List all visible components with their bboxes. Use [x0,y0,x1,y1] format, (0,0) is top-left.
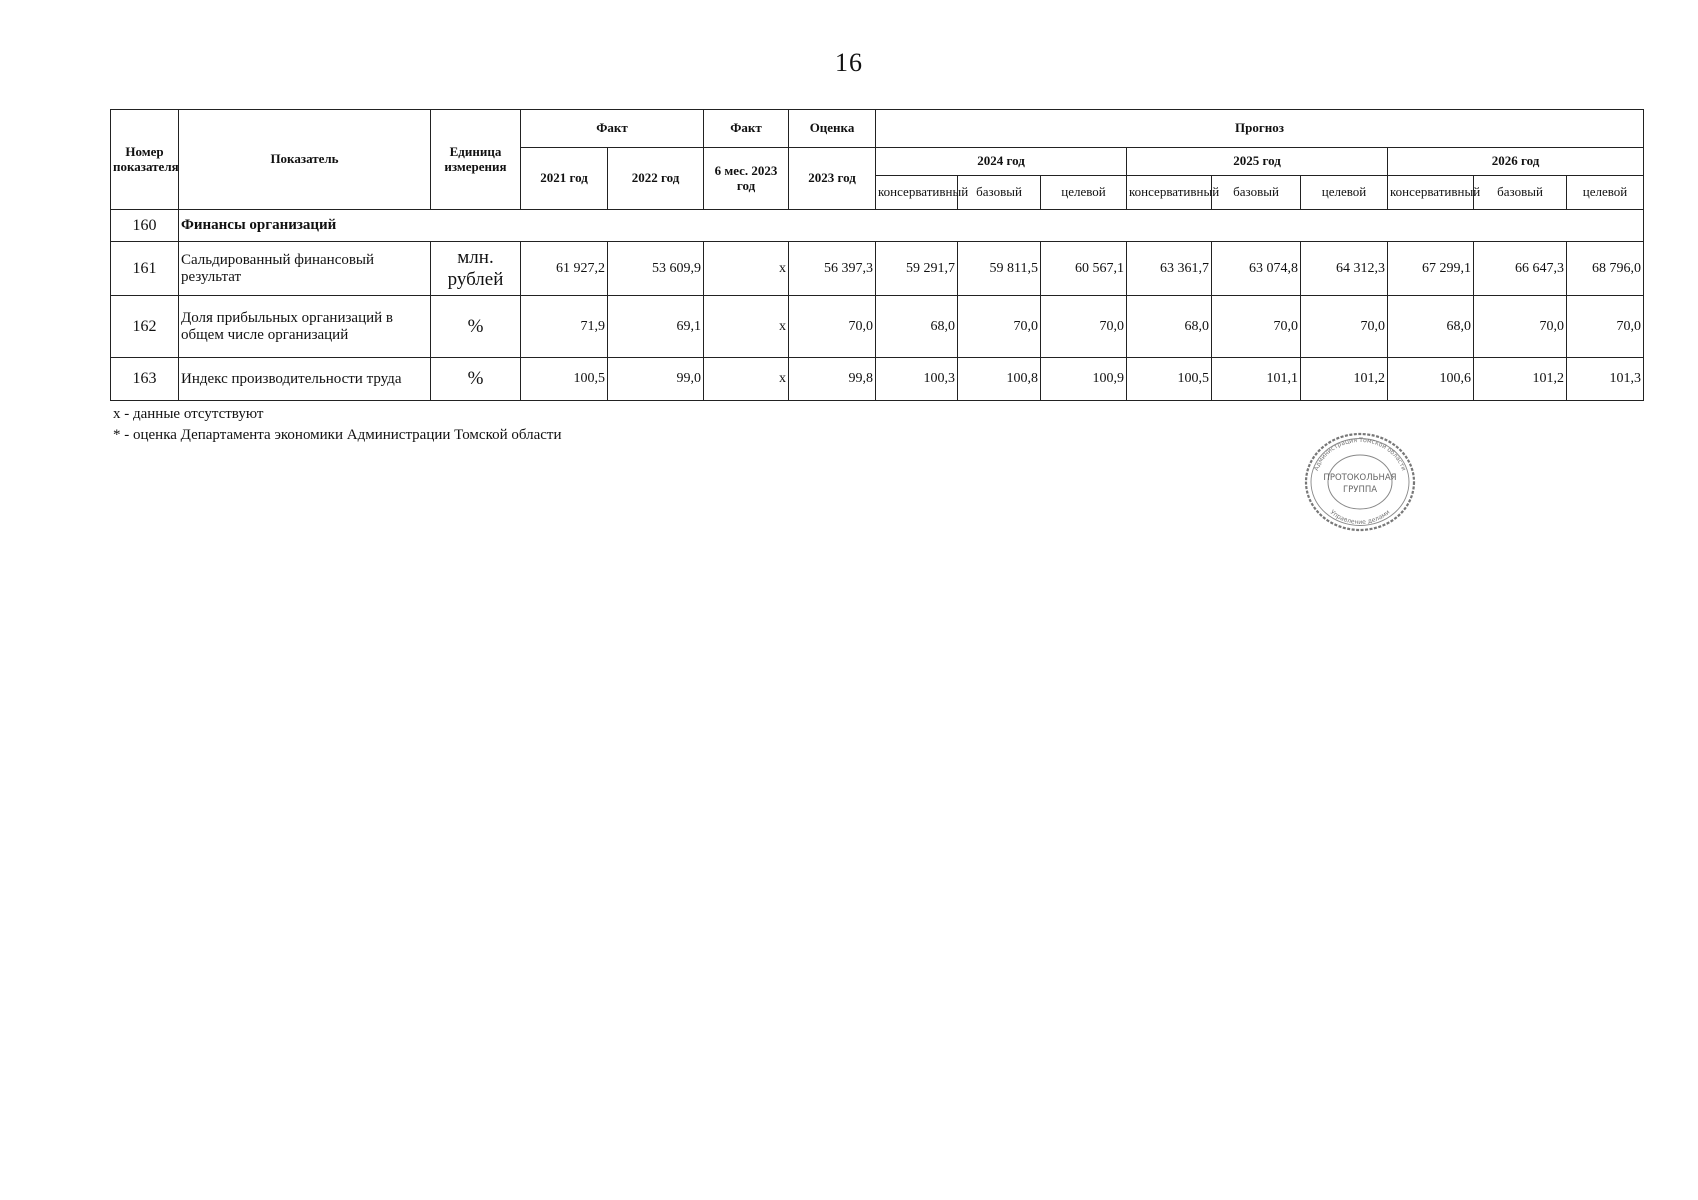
header-2024-target: целевой [1041,176,1127,210]
value-cell: 100,5 [521,358,608,401]
official-stamp [1304,432,1416,532]
value-cell: 100,8 [958,358,1041,401]
value-cell: 100,6 [1388,358,1474,401]
header-2024-base: базовый [958,176,1041,210]
value-cell: x [704,358,789,401]
header-2025-conservative: консервативный [1127,176,1212,210]
value-cell: 53 609,9 [608,242,704,296]
header-unit: Единица измерения [431,110,521,210]
table-row [111,358,1644,401]
value-cell: 101,2 [1301,358,1388,401]
value-cell: 70,0 [1041,296,1127,358]
header-number: Номер показателя [111,110,179,210]
value-cell: 99,8 [789,358,876,401]
value-cell: 59 291,7 [876,242,958,296]
value-cell: 100,9 [1041,358,1127,401]
value-cell: 56 397,3 [789,242,876,296]
row-number: 162 [111,296,179,358]
value-cell: 100,5 [1127,358,1212,401]
value-cell: 70,0 [1474,296,1567,358]
row-indicator: Сальдированный финансовый результат [179,242,431,296]
svg-text:Управление делами [1329,509,1392,526]
value-cell: 100,3 [876,358,958,401]
value-cell: 71,9 [521,296,608,358]
section-title: Финансы организаций [179,210,1644,242]
header-2021: 2021 год [521,148,608,210]
footnote-estimate-source: * - оценка Департамента экономики Администрации Томской области [113,427,562,443]
table-row [111,296,1644,358]
value-cell: 70,0 [958,296,1041,358]
row-indicator: Индекс производительности труда [179,358,431,401]
value-cell: 101,1 [1212,358,1301,401]
value-cell: x [704,296,789,358]
value-cell: 68,0 [1388,296,1474,358]
value-cell: 64 312,3 [1301,242,1388,296]
header-2025-base: базовый [1212,176,1301,210]
svg-text:Администрация Томской области [1313,437,1407,472]
value-cell: 70,0 [1212,296,1301,358]
table-row [111,242,1644,296]
value-cell: 63 361,7 [1127,242,1212,296]
header-forecast: Прогноз [876,110,1644,148]
row-number: 161 [111,242,179,296]
stamp-ring-bottom-text: Управление делами [1328,508,1392,527]
row-unit: млн. рублей [431,242,521,296]
header-2025-target: целевой [1301,176,1388,210]
value-cell: 70,0 [789,296,876,358]
header-indicator: Показатель [179,110,431,210]
header-2026-conservative: консервативный [1388,176,1474,210]
section-row [111,210,1644,242]
value-cell: 60 567,1 [1041,242,1127,296]
value-cell: 66 647,3 [1474,242,1567,296]
value-cell: 68,0 [876,296,958,358]
value-cell: 59 811,5 [958,242,1041,296]
stamp-center-line2: ГРУППА [1342,485,1378,495]
value-cell: 101,3 [1567,358,1644,401]
value-cell: 68,0 [1127,296,1212,358]
value-cell: 63 074,8 [1212,242,1301,296]
value-cell: 69,1 [608,296,704,358]
stamp-ring-top-text: Администрация Томской области [1312,436,1408,472]
stamp-center-line1: ПРОТОКОЛЬНАЯ [1323,473,1397,483]
header-fact: Факт [521,110,704,148]
value-cell: 67 299,1 [1388,242,1474,296]
value-cell: 101,2 [1474,358,1567,401]
header-2023: 2023 год [789,148,876,210]
value-cell: 68 796,0 [1567,242,1644,296]
header-2025: 2025 год [1127,148,1388,176]
value-cell: 70,0 [1301,296,1388,358]
footnotes [113,404,562,446]
row-unit: % [431,296,521,358]
page-number: 16 [835,48,863,77]
value-cell: 70,0 [1567,296,1644,358]
header-2022: 2022 год [608,148,704,210]
row-unit: % [431,358,521,401]
row-number: 163 [111,358,179,401]
header-6m-2023: 6 мес. 2023 год [704,148,789,210]
section-number: 160 [111,210,179,242]
header-estimate: Оценка [789,110,876,148]
value-cell: 61 927,2 [521,242,608,296]
header-2024-conservative: консервативный [876,176,958,210]
header-fact-6m: Факт [704,110,789,148]
header-2026-base: базовый [1474,176,1567,210]
value-cell: 99,0 [608,358,704,401]
footnote-missing-data: x - данные отсутствуют [113,406,264,422]
header-2026: 2026 год [1388,148,1644,176]
indicators-table [110,109,1644,401]
header-2026-target: целевой [1567,176,1644,210]
row-indicator: Доля прибыльных организаций в общем числе организаций [179,296,431,358]
header-2024: 2024 год [876,148,1127,176]
value-cell: x [704,242,789,296]
